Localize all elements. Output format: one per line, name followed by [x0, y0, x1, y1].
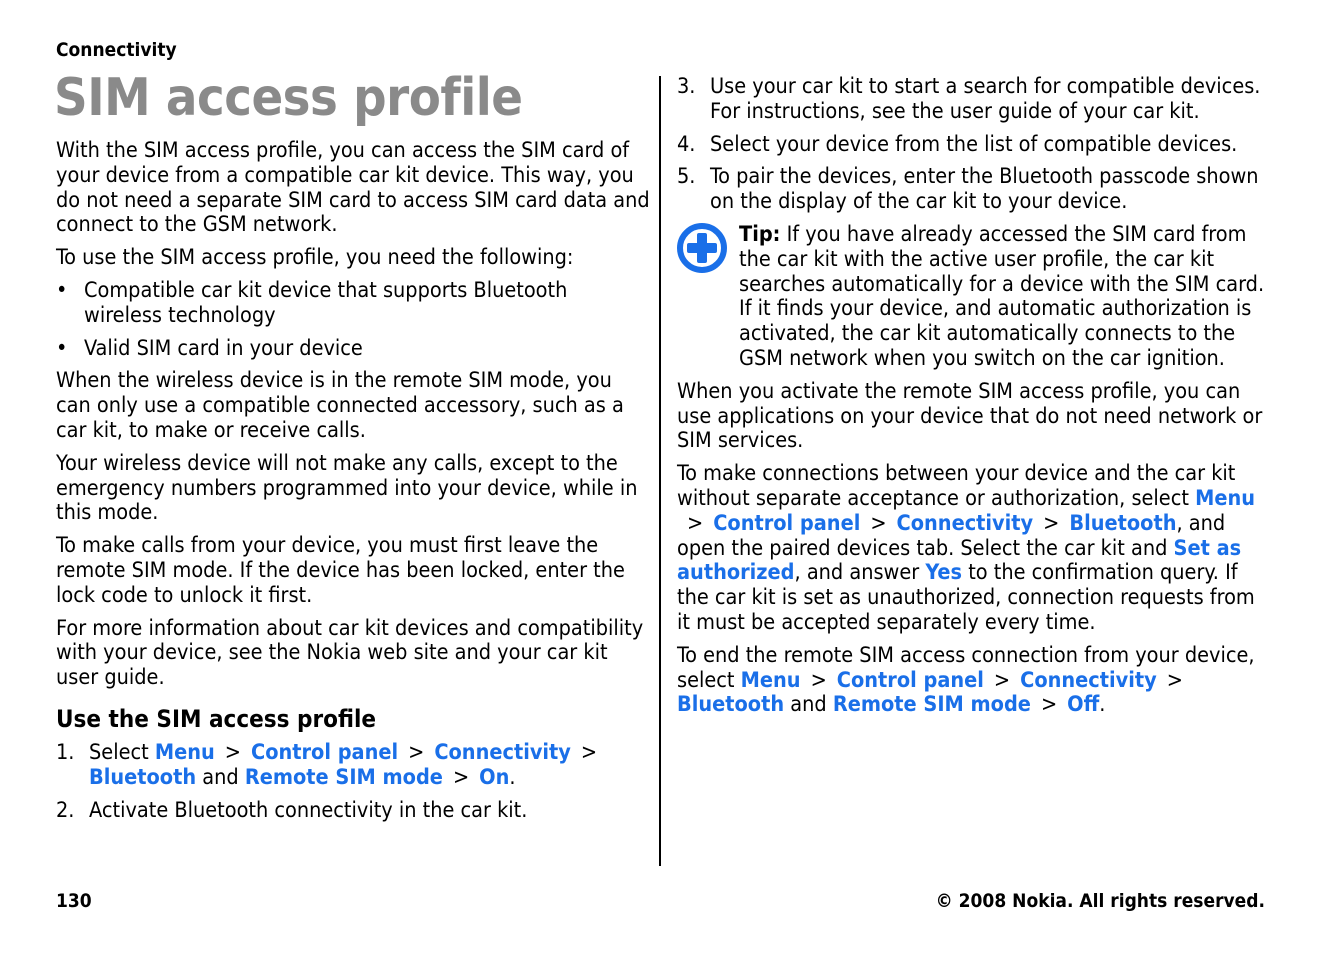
step-number: 2.	[56, 797, 75, 823]
separator: >	[452, 764, 470, 790]
requirements-intro: To use the SIM access profile, you need the following:	[56, 245, 574, 271]
bullet-icon: •	[56, 277, 68, 303]
step-number: 1.	[56, 739, 75, 765]
step-number: 5.	[677, 164, 696, 190]
paragraph-text: , and open the paired devices tab. Select the car kit and	[677, 510, 1226, 561]
separator: >	[993, 667, 1011, 693]
no-calls-paragraph: Your wireless device will not make any calls, except to the emergency numbers programmed into your device, while in this mode.	[56, 450, 638, 526]
step-text: and	[202, 764, 239, 790]
plus-circle-icon	[677, 223, 727, 273]
section-heading: Use the SIM access profile	[56, 704, 377, 733]
separator: >	[1043, 510, 1060, 536]
bluetooth-link[interactable]: Bluetooth	[89, 764, 197, 790]
step-5	[677, 165, 1269, 215]
step-text: Select	[89, 739, 149, 765]
requirements-list	[56, 279, 650, 361]
step-1	[56, 741, 650, 791]
on-link[interactable]: On	[479, 764, 510, 790]
separator: >	[224, 739, 241, 765]
intro-paragraph: With the SIM access profile, you can access the SIM card of your device from a compatible car kit device. This way, you do not need a separate SIM card to access SIM card data and connect to the GSM network.	[56, 138, 650, 238]
step-2	[56, 799, 650, 824]
control-panel-link[interactable]: Control panel	[713, 510, 861, 536]
column-divider	[659, 76, 661, 866]
menu-link[interactable]: Menu	[1195, 485, 1256, 511]
list-item-text: Valid SIM card in your device	[84, 335, 363, 361]
paragraph-text: .	[1099, 692, 1106, 718]
step-text: Select your device from the list of compatible devices.	[710, 131, 1238, 157]
remote-sim-mode-link[interactable]: Remote SIM mode	[832, 692, 1031, 718]
running-head: Connectivity	[56, 39, 177, 61]
copyright-notice: © 2008 Nokia. All rights reserved.	[935, 890, 1265, 912]
paragraph-text: To make connections between your device and the car kit without separate acceptance or authorization, select	[677, 461, 1236, 511]
tip-text: If you have already accessed the SIM card from the car kit with the active user profile, the car kit searches automatically for a device with the SIM card. If it finds your device, and automatic authorization is activated, the car kit automatically connects to the GSM network when you switch on the car ignition.	[739, 221, 1265, 371]
separator: >	[870, 510, 887, 536]
control-panel-link[interactable]: Control panel	[836, 667, 984, 693]
separator: >	[810, 667, 827, 693]
authorization-paragraph	[677, 462, 1269, 636]
separator: >	[687, 510, 704, 536]
control-panel-link[interactable]: Control panel	[251, 739, 399, 765]
paragraph-text: , and answer	[794, 560, 920, 586]
steps-list	[677, 75, 1269, 215]
more-info-paragraph: For more information about car kit devices and compatibility with your device, see the Nokia web site and your car kit user guide.	[56, 615, 644, 691]
bullet-icon: •	[56, 335, 68, 361]
menu-link[interactable]: Menu	[154, 739, 215, 765]
connectivity-link[interactable]: Connectivity	[896, 510, 1034, 536]
bluetooth-link[interactable]: Bluetooth	[677, 692, 785, 718]
connectivity-link[interactable]: Connectivity	[1020, 667, 1157, 693]
page-title: SIM access profile	[54, 68, 523, 128]
page-number: 130	[56, 890, 92, 912]
remote-sim-mode-link[interactable]: Remote SIM mode	[244, 764, 443, 790]
step-text: Activate Bluetooth connectivity in the car kit.	[89, 797, 528, 823]
list-item	[56, 279, 650, 329]
connectivity-link[interactable]: Connectivity	[434, 739, 571, 765]
right-column	[677, 75, 1269, 726]
end-connection-paragraph	[677, 644, 1269, 718]
paragraph-text: to the confirmation query. If the car kit is set as unauthorized, connection requests from it must be accepted separately every time.	[677, 560, 1255, 635]
menu-link[interactable]: Menu	[740, 667, 801, 693]
separator: >	[408, 739, 425, 765]
remote-mode-paragraph: When the wireless device is in the remote SIM mode, you can only use a compatible connected accessory, such as a car kit, to make or receive calls.	[56, 368, 624, 443]
paragraph-text: and	[790, 692, 827, 718]
separator: >	[1040, 692, 1058, 718]
step-number: 4.	[677, 131, 696, 157]
paragraph-text: To end the remote SIM access connection from your device, select	[677, 642, 1255, 693]
yes-link[interactable]: Yes	[925, 560, 963, 586]
steps-list	[56, 741, 650, 823]
step-number: 3.	[677, 74, 696, 99]
list-item-text: Compatible car kit device that supports Bluetooth wireless technology	[84, 277, 568, 328]
leave-mode-paragraph: To make calls from your device, you must first leave the remote SIM mode. If the device has been locked, enter the lock code to unlock it first.	[56, 533, 625, 608]
tip-label: Tip:	[739, 221, 781, 247]
separator: >	[580, 739, 598, 765]
bluetooth-link[interactable]: Bluetooth	[1069, 510, 1177, 536]
tip-box	[677, 223, 1269, 372]
separator: >	[1166, 667, 1183, 693]
activate-paragraph: When you activate the remote SIM access profile, you can use applications on your device that do not need network or SIM services.	[677, 378, 1263, 454]
left-column	[56, 139, 650, 831]
off-link[interactable]: Off	[1067, 692, 1100, 718]
step-4	[677, 133, 1269, 158]
step-text: Use your car kit to start a search for compatible devices. For instructions, see the user guide of your car kit.	[710, 74, 1261, 124]
step-3	[677, 75, 1269, 125]
step-text: To pair the devices, enter the Bluetooth passcode shown on the display of the car kit to your device.	[710, 164, 1259, 215]
set-as-authorized-link[interactable]: Set as authorized	[677, 535, 1242, 586]
step-text: .	[509, 764, 516, 790]
list-item	[56, 337, 650, 362]
